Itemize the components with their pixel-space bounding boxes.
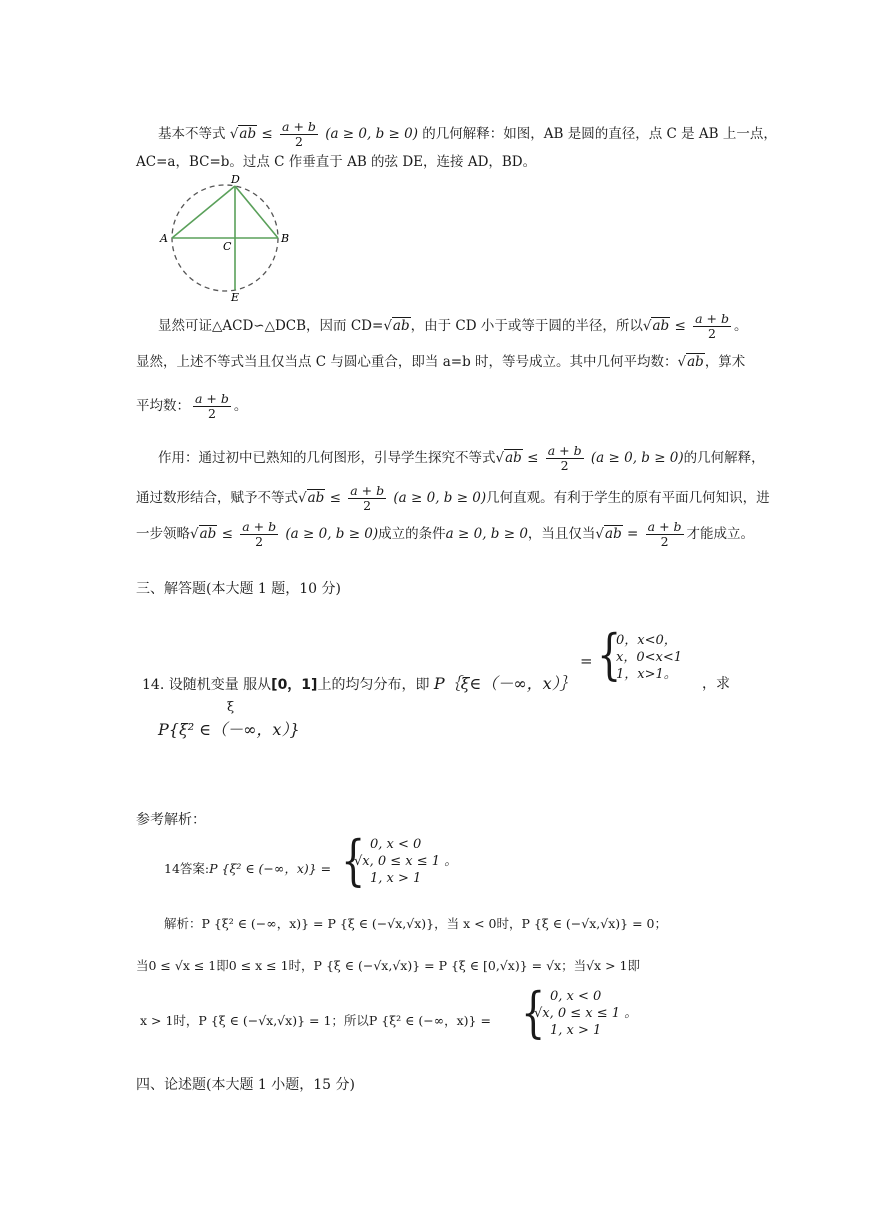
label-d: D [231,173,240,186]
p3-line1: 作用：通过初中已熟知的几何图形，引导学生探究不等式√ab ≤ $\frac{a + b}{2}$ (a ≥ 0, b ≥ 0)的几何解释， [158,443,765,473]
ref-solution-line2: 当0 ≤ √x ≤ 1即0 ≤ x ≤ 1时，P {ξ ∈ (−√x,√x)} = P {ξ ∈ [0,√x)} = √x；当√x > 1即 [136,958,640,973]
label-e: E [231,291,240,304]
left-brace-icon: { [597,623,622,686]
ref-title: 参考解析： [136,812,206,828]
section-3-heading: 三、解答题(本大题 1 题，10 分) [136,581,341,597]
ref-answer-cases: { 0, x < 0 √x, 0 ≤ x ≤ 1 。 1, x > 1 [341,829,458,892]
left-brace-icon: { [341,829,366,892]
segment-ad [172,186,235,238]
q14-line1: 14. 设随机变量 服从[0，1]上的均匀分布，即 P｛ξ∈（－∞，x）｝ [142,674,576,693]
p2-line3: 平均数： $\frac{a + b}{2}$ 。 [136,391,248,421]
q14-cases: { 0，x<0， x，0<x<1 1，x>1。 [597,623,682,686]
sqrt-ab: √ab [229,126,257,142]
q14-ask: P{ξ² ∈（－∞，x）} [158,720,300,739]
label-a: A [160,232,168,245]
label-b: B [281,232,290,245]
p2-line1: 显然可证△ACD∽△DCB，因而 CD=√ab，由于 CD 小于或等于圆的半径，所以√ab ≤ $\frac{a + b}{2}$ 。 [158,311,748,341]
p2-line2: 显然，上述不等式当且仅当点 C 与圆心重合，即当 a=b 时，等号成立。其中几何平均数：√ab，算术 [136,354,746,370]
fraction-a-plus-b-over-2: $\frac{a + b}{2}$ [282,119,316,149]
segment-bd [235,186,278,238]
ref-solution-line3: x > 1时，P {ξ ∈ (−√x,√x)} = 1；所以P {ξ² ∈ (−∞，x)} = [140,1013,491,1028]
left-brace-icon: { [521,981,546,1044]
q14-equals: = [580,652,593,670]
ref-answer: 14答案:P {ξ² ∈ (−∞，x)} = [164,861,332,876]
circle-figure [155,172,295,304]
section-4-heading: 四、论述题(本大题 1 小题，15 分) [136,1077,355,1093]
p3-line3: 一步领略√ab ≤ $\frac{a + b}{2}$ (a ≥ 0, b ≥ 0)成立的条件a ≥ 0, b ≥ 0，当且仅当√ab = $\frac{a + b}{2}$ 才能成立。 [136,519,755,549]
label-c: C [223,240,232,253]
ref-solution-cases: { 0, x < 0 √x, 0 ≤ x ≤ 1 。 1, x > 1 [521,981,638,1044]
ref-solution-line1: 解析：P {ξ² ∈ (−∞，x)} = P {ξ ∈ (−√x,√x)}，当 x < 0时，P {ξ ∈ (−√x,√x)} = 0； [164,916,667,931]
q14-xi: ξ [227,700,235,715]
p1-line1: 基本不等式 √ab ≤ $\frac{a + b}{2}$ (a ≥ 0, b ≥ 0) 的几何解释：如图，AB 是圆的直径，点 C 是 AB 上一点， [158,119,777,149]
p3-line2: 通过数形结合，赋予不等式√ab ≤ $\frac{a + b}{2}$ (a ≥ 0, b ≥ 0)几何直观。有利于学生的原有平面几何知识，进 [136,483,770,513]
q14-tail: ，求 [702,676,730,692]
p1-line2: AC=a，BC=b。过点 C 作垂直于 AB 的弦 DE，连接 AD，BD。 [136,154,537,170]
